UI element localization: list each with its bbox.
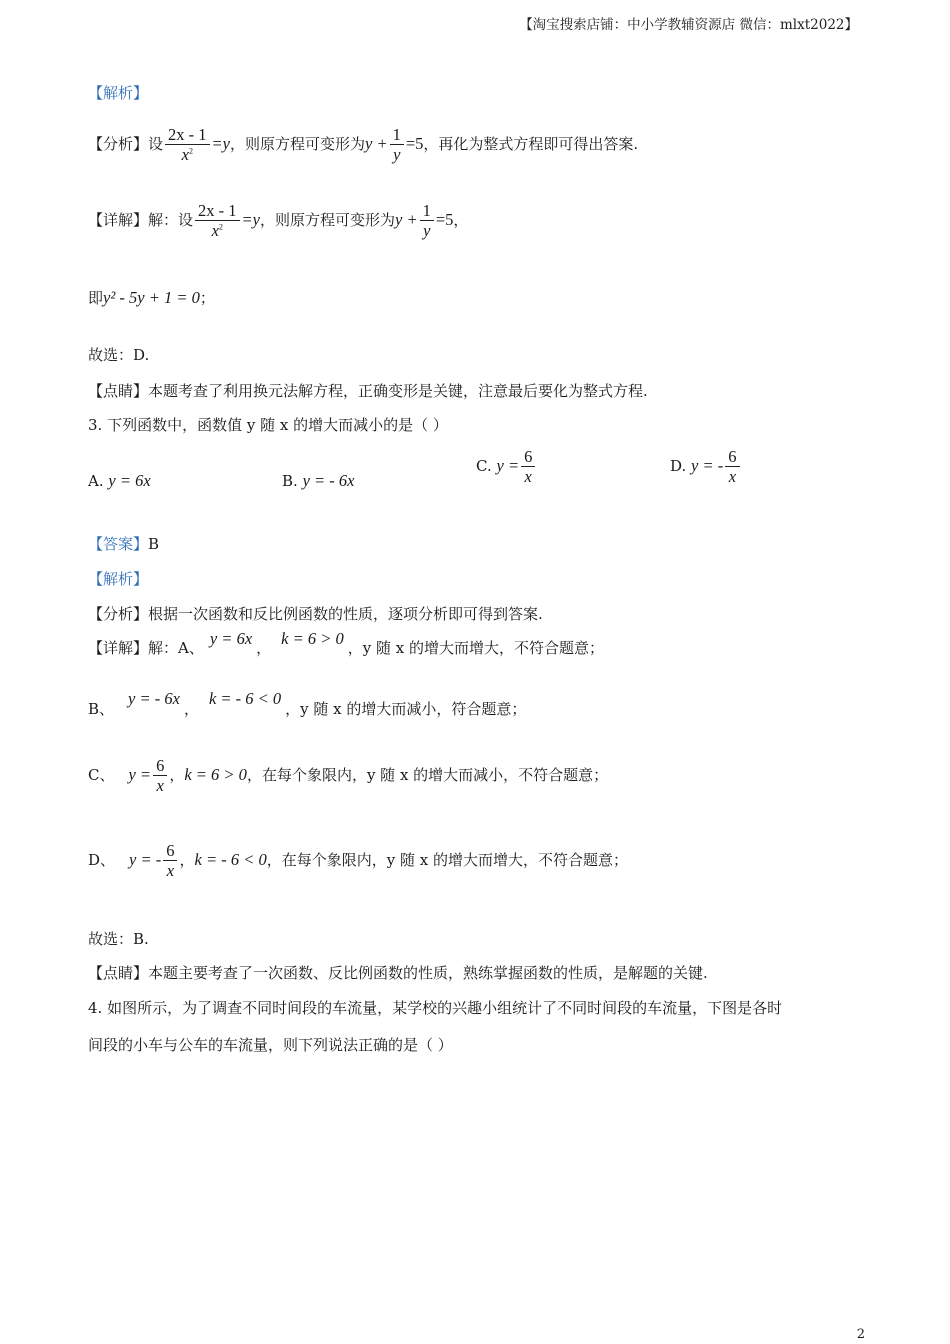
- q2-ji-line: [88, 287, 215, 308]
- page-number: 2: [856, 1327, 865, 1342]
- q4-stem-line1: 4. 如图所示，为了调查不同时间段的车流量，某学校的兴趣小组统计了不同时间段的车流量，下图是各时: [88, 999, 783, 1017]
- q2-fenxi-num: 2x - 1: [168, 125, 207, 144]
- q3-option-d-fraction: $\frac{6}{x}$: [725, 448, 739, 486]
- q2-fenxi-recip: $\frac{1}{y}$: [390, 126, 404, 164]
- q3-xiangjie-b-eq: y = - 6x: [128, 689, 180, 708]
- q4-stem-line2: 间段的小车与公车的车流量，则下列说法正确的是（ ）: [88, 1036, 453, 1054]
- q2-xiangjie-t2: ，则原方程可变形为: [260, 210, 396, 229]
- q2-fenxi-y-plus: y +: [365, 133, 388, 153]
- page-header: 【淘宝搜索店铺：中小学教辅资源店 微信：mlxt2022】: [519, 17, 858, 33]
- q2-fenxi-tag: 【分析】: [88, 134, 149, 153]
- q3-xiangjie-c-k: k = 6 > 0: [184, 764, 247, 784]
- q3-xiangjie-d-line: D、 y = - $\frac{6}{x}$ ，k = - 6 < 0，在每个象限内，y 随 x 的增大而增大，不符合题意；: [88, 841, 628, 881]
- q3-dianjing-line: [88, 962, 708, 983]
- q3-xiangjie-d-k: k = - 6 < 0: [194, 849, 267, 869]
- q3-option-a: A. y = 6x: [88, 471, 151, 490]
- q2-dianjing-text: 本题考查了利用换元法解方程，正确变形是关键，注意最后要化为整式方程.: [148, 382, 648, 400]
- q3-dianjing-tag: 【点睛】: [88, 964, 149, 982]
- q3-xiangjie-a-eq: y = 6x: [209, 629, 253, 648]
- q3-option-b: B. y = - 6x: [282, 471, 355, 490]
- q2-xiangjie-tag: 【详解】: [88, 210, 149, 229]
- q3-xiangjie-tag: 【详解】: [88, 639, 149, 657]
- q3-fenxi-line: [88, 603, 543, 624]
- q3-xiangjie-b-k: k = - 6 < 0: [208, 689, 282, 708]
- q2-fenxi-t3: ，再化为整式方程即可得出答案.: [423, 134, 639, 153]
- q3-fenxi-tag: 【分析】: [88, 605, 149, 623]
- q2-ji-eq: y² - 5y + 1 = 0: [103, 288, 200, 307]
- q3-xiangjie-c-line: C、 y = $\frac{6}{x}$ ，k = 6 > 0，在每个象限内，y 随 x 的增大而减小，不符合题意；: [88, 756, 609, 796]
- q2-ji-t2: ；: [199, 289, 215, 307]
- q3-daan-value: B: [148, 535, 160, 553]
- q3-option-d: D. y = - $\frac{6}{x}$: [670, 448, 742, 486]
- q3-daan-line: [88, 533, 159, 554]
- q2-xiangjie-t3: ，: [453, 210, 469, 229]
- q2-fenxi-t2: ，则原方程可变形为: [230, 134, 366, 153]
- q3-fenxi-text: 根据一次函数和反比例函数的性质，逐项分析即可得到答案.: [148, 605, 543, 623]
- q2-fenxi-fraction: $\frac{2x - 1}{x^2}$: [165, 126, 210, 164]
- q3-jiexi-tag: 【解析】: [88, 570, 149, 588]
- q2-xiangjie-fraction: $\frac{2x - 1}{x^2}$: [195, 202, 240, 240]
- q2-fenxi-den: x: [181, 145, 189, 165]
- q3-xiangjie-a-k: k = 6 > 0: [281, 629, 344, 648]
- q3-option-b-eq: y = - 6x: [302, 471, 355, 490]
- q2-jiexi-tag: 【解析】: [88, 84, 149, 102]
- q2-ji-t1: 即: [88, 289, 104, 307]
- q3-daan-tag: 【答案】: [88, 535, 149, 553]
- q3-xiangjie-c-fraction: $\frac{6}{x}$: [153, 757, 167, 795]
- q3-guxuan: 故选：B.: [88, 930, 149, 948]
- q2-xiangjie-eq-y: =y: [241, 209, 260, 229]
- q2-dianjing-tag: 【点睛】: [88, 382, 149, 400]
- q3-xiangjie-a-line: 【详解】解：A、 y = 6x ， k = 6 > 0 ，y 随 x 的增大而增大，不符合题意；: [88, 629, 604, 657]
- q3-xiangjie-d-fraction: $\frac{6}{x}$: [163, 842, 177, 880]
- q2-xiangjie-y-plus: y +: [395, 209, 418, 229]
- q3-option-c-fraction: $\frac{6}{x}$: [521, 448, 535, 486]
- q2-xiangjie-eq5: =5: [435, 209, 454, 229]
- q2-fenxi-eq-y: =y: [211, 133, 230, 153]
- q3-option-c: C. y = $\frac{6}{x}$: [476, 448, 537, 486]
- q3-stem: 3. 下列函数中，函数值 y 随 x 的增大而减小的是（ ）: [88, 416, 448, 434]
- q2-fenxi-line: [88, 126, 638, 164]
- q2-dianjing-line: [88, 380, 648, 401]
- q3-dianjing-text: 本题主要考查了一次函数、反比例函数的性质，熟练掌握函数的性质，是解题的关键.: [148, 964, 708, 982]
- q2-guxuan: 故选：D.: [88, 346, 150, 364]
- q2-fenxi-t1: 设: [148, 134, 164, 153]
- q3-option-a-eq: y = 6x: [108, 471, 151, 490]
- q2-xiangjie-line: [88, 202, 468, 240]
- q2-xiangjie-recip: $\frac{1}{y}$: [420, 202, 434, 240]
- q2-xiangjie-t1: 解：设: [148, 210, 194, 229]
- q2-fenxi-eq5: =5: [405, 133, 424, 153]
- q3-xiangjie-b-line: B、y = - 6x，k = - 6 < 0，y 随 x 的增大而减小，符合题意；: [88, 689, 527, 718]
